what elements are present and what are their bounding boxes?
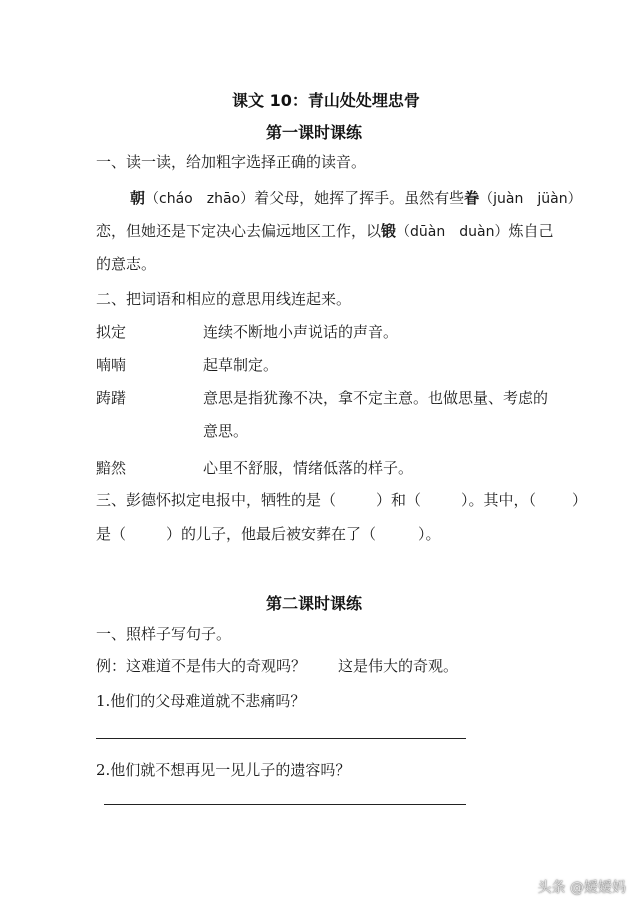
match-word: 踌躇 bbox=[96, 389, 127, 407]
exercise-item: 2.他们就不想再见一见儿子的遗容吗？ bbox=[96, 761, 351, 779]
page-title: 课文 10：青山处处埋忠骨 bbox=[232, 91, 420, 110]
lesson2-heading: 第二课时课练 bbox=[266, 594, 363, 613]
lesson1-q1-line1 bbox=[130, 188, 582, 209]
match-meaning: 心里不舒服，情绪低落的样子。 bbox=[203, 459, 414, 477]
fill-text: ）。 bbox=[418, 525, 441, 543]
sentence-text: 恋，但她还是下定决心去偏远地区工作，以 bbox=[96, 222, 382, 240]
fill-text: 三、彭德怀拟定电报中，牺牲的是（ bbox=[96, 491, 337, 509]
exercise-item: 1.他们的父母难道就不悲痛吗？ bbox=[96, 692, 306, 710]
match-meaning-cont: 意思。 bbox=[203, 422, 249, 440]
sentence-text: 炼自己 bbox=[508, 222, 554, 240]
lesson1-q1-prompt: 一、读一读，给加粗字选择正确的读音。 bbox=[96, 153, 367, 171]
bold-char: 锻 bbox=[381, 222, 397, 240]
match-meaning: 意思是指犹豫不决，拿不定主意。也做思量、考虑的 bbox=[203, 389, 549, 407]
lesson1-q3-line1 bbox=[96, 490, 587, 510]
watermark: 头条 @嫒嫒妈 bbox=[537, 880, 626, 896]
pinyin-choice: （juàn jüàn） bbox=[479, 191, 582, 207]
fill-text: ）和（ bbox=[376, 491, 422, 509]
match-meaning: 起草制定。 bbox=[203, 356, 279, 374]
sentence-text: 着父母，她挥了挥手。虽然有些 bbox=[254, 189, 465, 207]
example-answer: 这是伟大的奇观。 bbox=[338, 657, 459, 675]
fill-text: ）。其中，（ bbox=[461, 491, 537, 509]
example-question: 例：这难道不是伟大的奇观吗？ bbox=[96, 657, 307, 675]
match-word: 黯然 bbox=[96, 459, 127, 477]
fill-text: 是（ bbox=[96, 525, 127, 543]
pinyin-choice: （dūàn duàn） bbox=[396, 224, 509, 240]
match-word: 喃喃 bbox=[96, 356, 127, 374]
bold-char: 朝 bbox=[130, 189, 146, 207]
lesson1-heading: 第一课时课练 bbox=[266, 123, 363, 142]
answer-line[interactable] bbox=[104, 804, 466, 805]
answer-line[interactable] bbox=[96, 738, 466, 739]
lesson1-q1-line3: 的意志。 bbox=[96, 255, 157, 273]
fill-text: ）的儿子，他最后被安葬在了（ bbox=[166, 525, 377, 543]
match-word: 拟定 bbox=[96, 323, 127, 341]
match-meaning: 连续不断地小声说话的声音。 bbox=[203, 323, 399, 341]
lesson1-q1-line2 bbox=[96, 221, 553, 242]
lesson1-q3-line2 bbox=[96, 524, 441, 544]
fill-text: ） bbox=[572, 491, 588, 509]
lesson1-q2-prompt: 二、把词语和相应的意思用线连起来。 bbox=[96, 290, 352, 308]
pinyin-choice: （cháo zhāo） bbox=[145, 191, 255, 207]
bold-char: 眷 bbox=[464, 189, 480, 207]
lesson2-q1-prompt: 一、照样子写句子。 bbox=[96, 625, 232, 643]
